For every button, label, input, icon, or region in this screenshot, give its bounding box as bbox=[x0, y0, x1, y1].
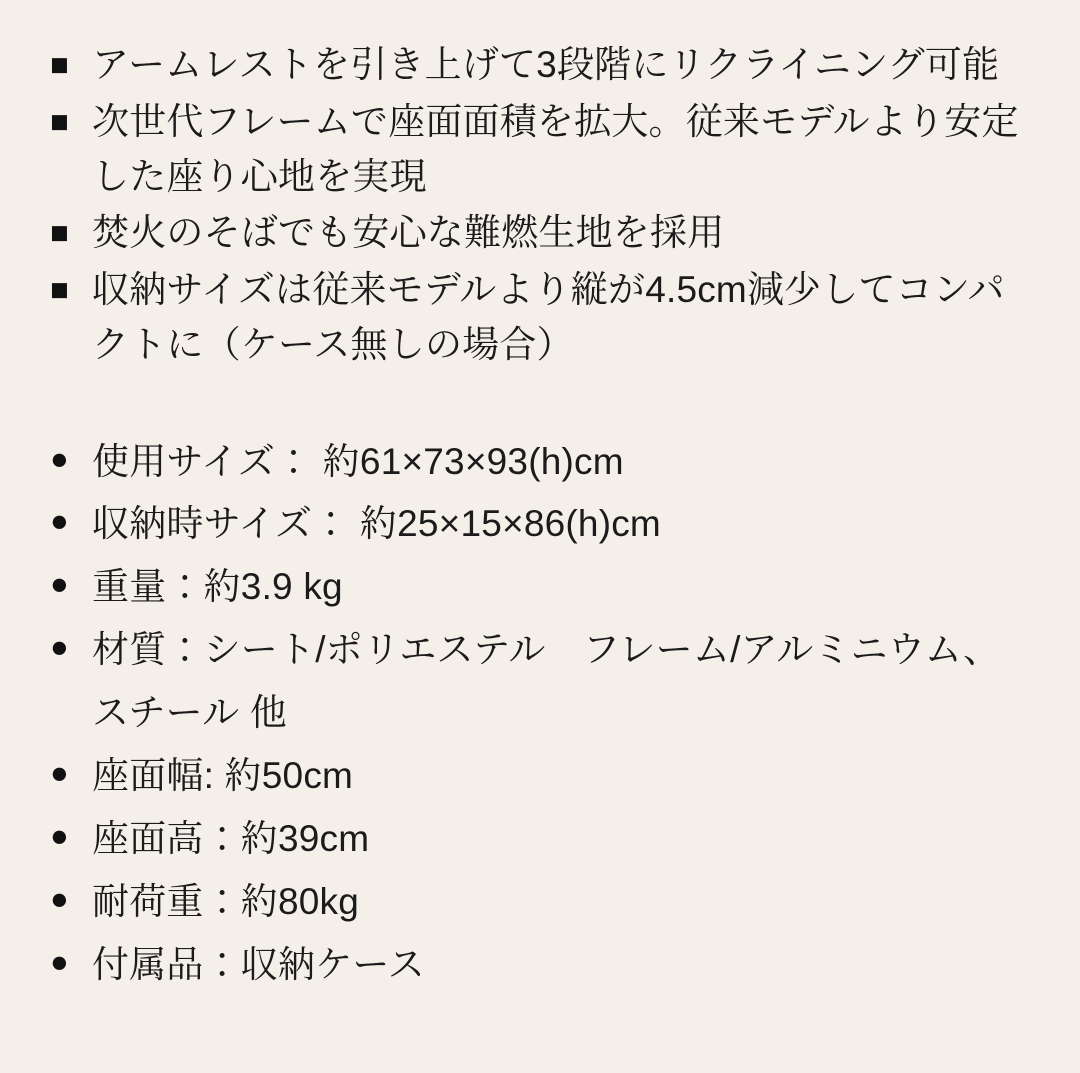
list-item bbox=[50, 934, 1036, 997]
spec-text: 座面高：約39cm bbox=[92, 817, 370, 859]
feature-text: 収納サイズは従来モデルより縦が4.5cm減少してコンパクトに（ケース無しの場合） bbox=[92, 269, 1005, 365]
section-spacer bbox=[50, 375, 1036, 431]
specification-list bbox=[50, 431, 1036, 997]
round-bullet-icon: ● bbox=[50, 440, 69, 476]
spec-text: 付属品：収納ケース bbox=[92, 943, 425, 985]
list-item bbox=[50, 95, 1036, 205]
list-item bbox=[50, 808, 1036, 871]
spec-text: 耐荷重：約80kg bbox=[92, 880, 360, 922]
list-item bbox=[50, 556, 1036, 619]
round-bullet-icon: ● bbox=[50, 817, 69, 853]
round-bullet-icon: ● bbox=[50, 880, 69, 916]
list-item bbox=[50, 871, 1036, 934]
square-bullet-icon: ■ bbox=[50, 215, 69, 251]
spec-text: 使用サイズ： 約61×73×93(h)cm bbox=[92, 440, 624, 482]
list-item bbox=[50, 263, 1036, 373]
list-item bbox=[50, 206, 1036, 261]
feature-text: 焚火のそばでも安心な難燃生地を採用 bbox=[92, 212, 725, 254]
spec-text: 座面幅: 約50cm bbox=[92, 754, 354, 796]
list-item bbox=[50, 619, 1036, 745]
spec-text: 材質：シート/ポリエステル フレーム/アルミニウム、スチール 他 bbox=[92, 629, 1001, 734]
square-bullet-icon: ■ bbox=[50, 272, 69, 307]
list-item bbox=[50, 431, 1036, 494]
round-bullet-icon: ● bbox=[50, 503, 69, 539]
list-item bbox=[50, 38, 1036, 93]
round-bullet-icon: ● bbox=[50, 943, 69, 979]
round-bullet-icon: ● bbox=[50, 566, 69, 602]
spec-text: 収納時サイズ： 約25×15×86(h)cm bbox=[92, 503, 661, 545]
feature-list bbox=[50, 38, 1036, 373]
feature-text: 次世代フレームで座面面積を拡大。従来モデルより安定した座り心地を実現 bbox=[92, 100, 1019, 197]
round-bullet-icon: ● bbox=[50, 629, 69, 665]
spec-text: 重量：約3.9 kg bbox=[92, 566, 343, 608]
list-item bbox=[50, 493, 1036, 556]
round-bullet-icon: ● bbox=[50, 754, 69, 790]
feature-text: アームレストを引き上げて3段階にリクライニング可能 bbox=[92, 44, 1000, 85]
list-item bbox=[50, 745, 1036, 808]
square-bullet-icon: ■ bbox=[50, 47, 69, 82]
square-bullet-icon: ■ bbox=[50, 103, 69, 139]
